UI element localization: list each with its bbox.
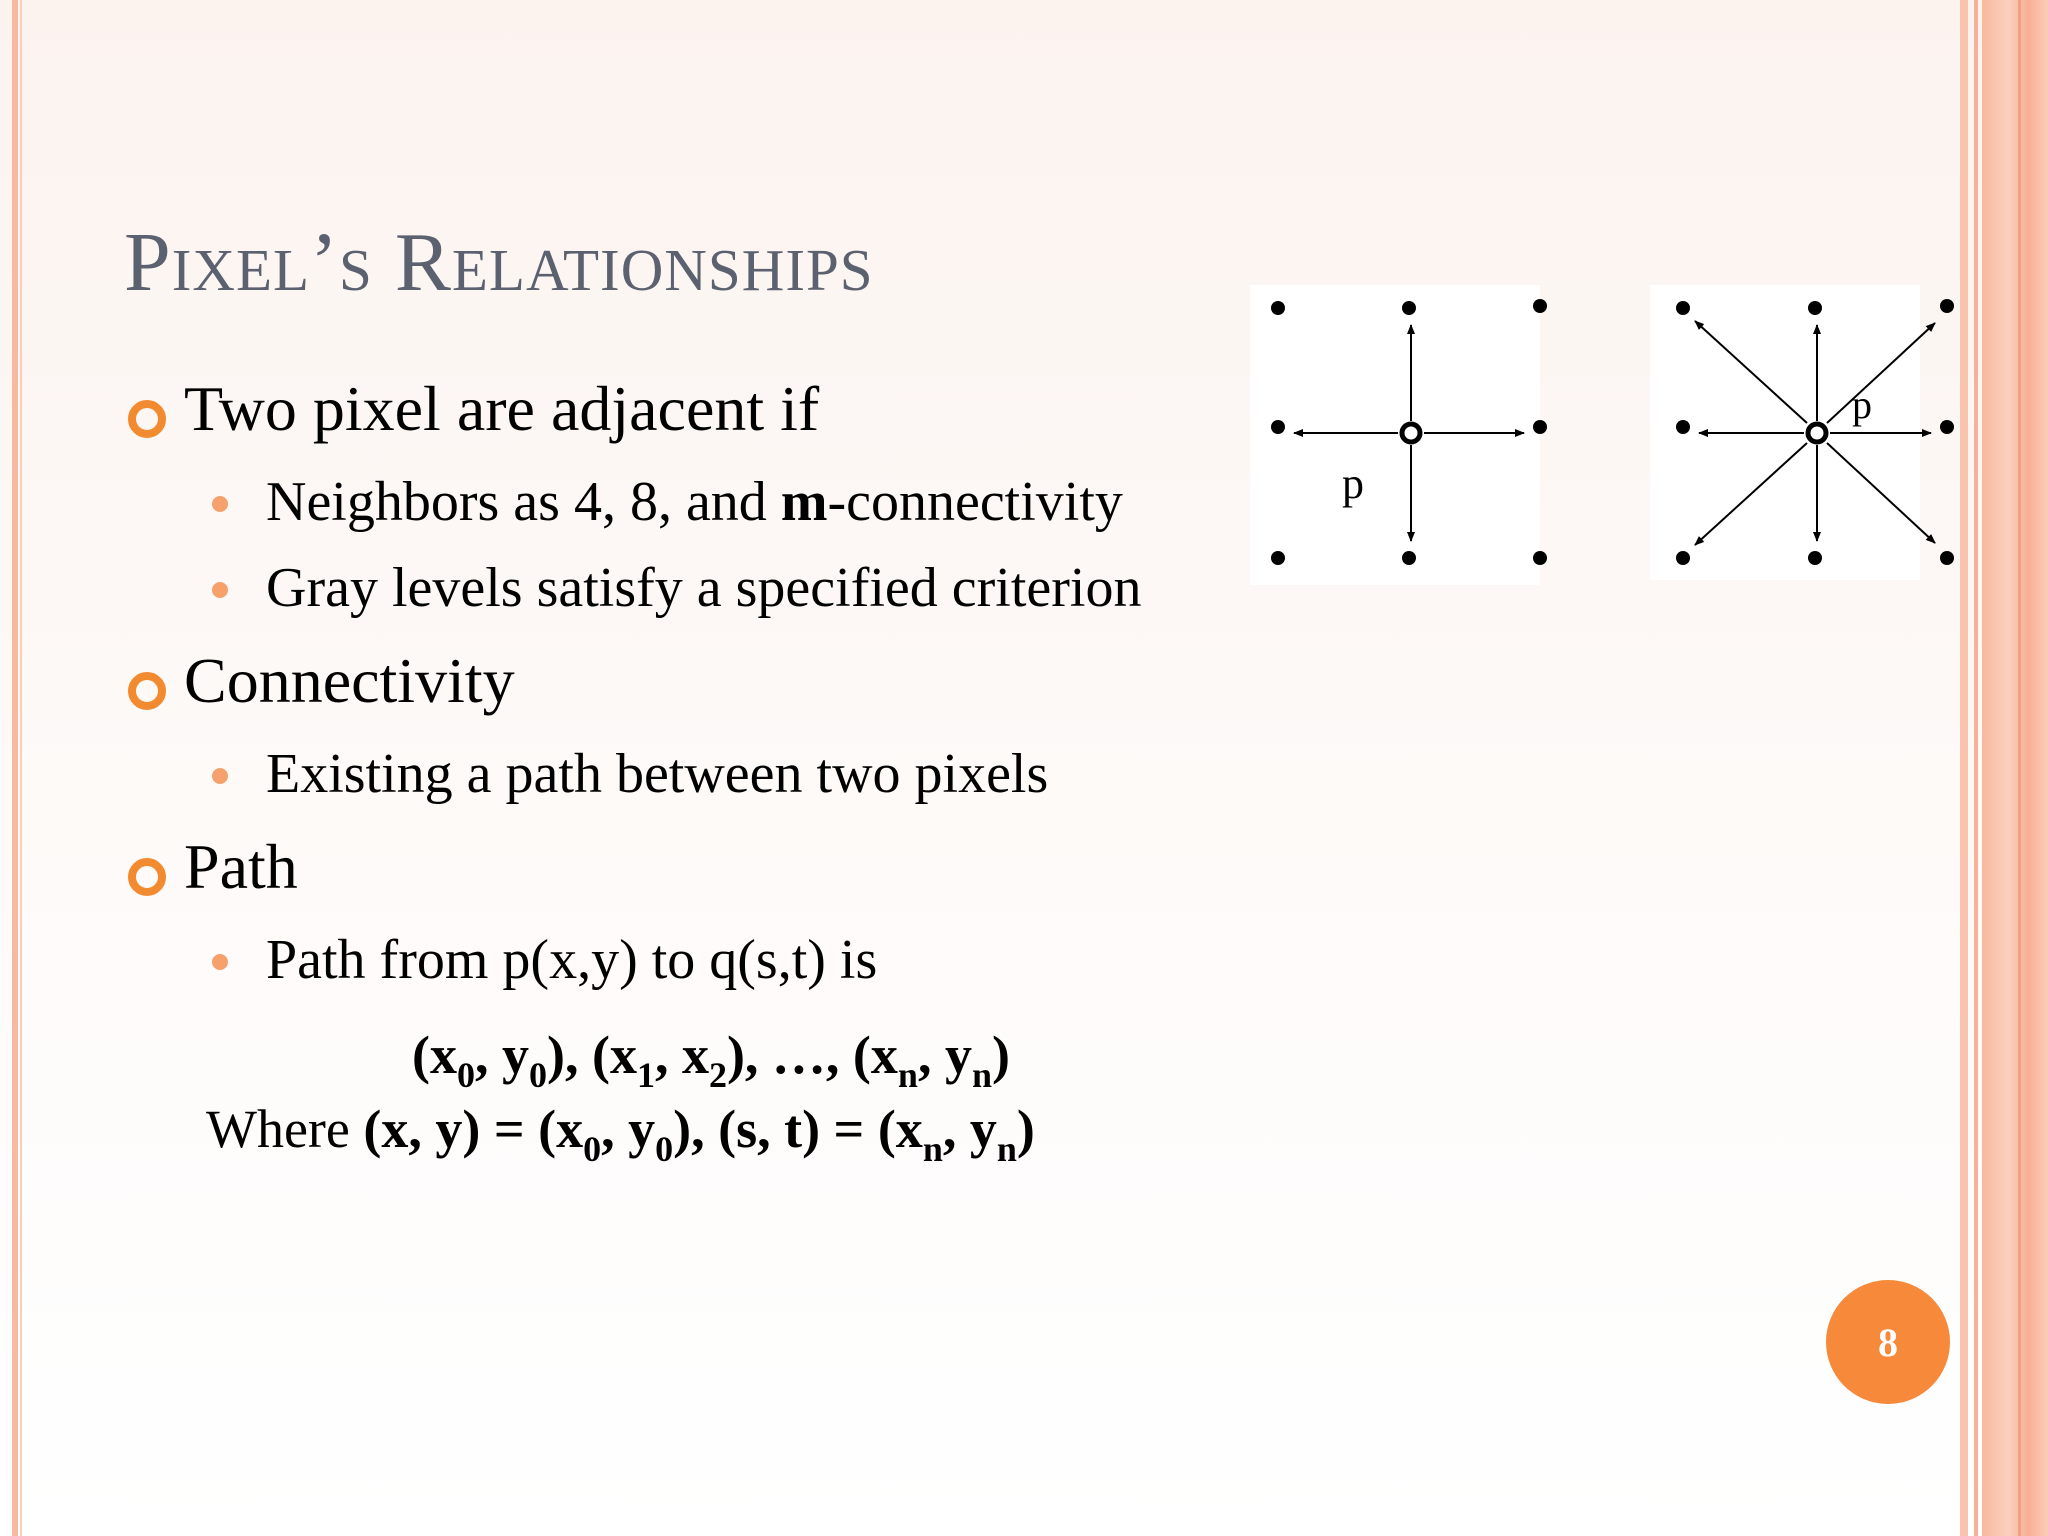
page-number: 8 bbox=[1878, 1319, 1898, 1365]
left-border-stripe-thin bbox=[20, 0, 22, 1536]
path-where-formula: Where (x, $y) = (x_0$, $y_0$), (s, $t) = (x_n$, $y_n$) bbox=[206, 1099, 1035, 1169]
neighborhood-diagrams bbox=[1250, 285, 1970, 585]
right-border-band bbox=[1982, 0, 2048, 1536]
ring-bullet-icon bbox=[128, 672, 166, 710]
ring-bullet-icon bbox=[128, 858, 166, 896]
bullet-connectivity: Connectivity bbox=[184, 645, 515, 716]
sub-bullet-neighbors: Neighbors as 4, 8, and m-connectivity bbox=[266, 471, 1123, 533]
right-border-stripe bbox=[1960, 0, 1968, 1536]
diagram-label-p-left: p bbox=[1342, 459, 1364, 508]
dot-bullet-icon bbox=[212, 768, 228, 784]
left-border-stripe bbox=[12, 0, 18, 1536]
dot-bullet-icon bbox=[212, 954, 228, 970]
sub-bullet-existing-path: Existing a path between two pixels bbox=[266, 743, 1049, 805]
ring-bullet-icon bbox=[128, 400, 166, 438]
path-sequence-formula: ($x_0$, $y_0$), ($x_1$, $x_2$), …, ($x_n$, $y_n$) bbox=[412, 1025, 1010, 1095]
bullet-path: Path bbox=[184, 831, 298, 902]
page-number-badge bbox=[1826, 1280, 1950, 1404]
right-border-stripe-thin bbox=[1974, 0, 1978, 1536]
eight-neighbor-diagram bbox=[1650, 285, 1954, 580]
dot-bullet-icon bbox=[212, 496, 228, 512]
diagram-label-p-right: p bbox=[1852, 382, 1872, 427]
bullet-adjacent: Two pixel are adjacent if bbox=[184, 373, 820, 444]
sub-bullet-gray-levels: Gray levels satisfy a specified criterion bbox=[266, 557, 1142, 619]
slide-title: Pixel’s Relationships bbox=[124, 216, 874, 309]
sub-bullet-path-from: Path from p(x,y) to q(s,t) is bbox=[266, 929, 878, 991]
dot-bullet-icon bbox=[212, 582, 228, 598]
right-border-line bbox=[2018, 0, 2021, 1536]
four-neighbor-diagram bbox=[1250, 285, 1547, 585]
